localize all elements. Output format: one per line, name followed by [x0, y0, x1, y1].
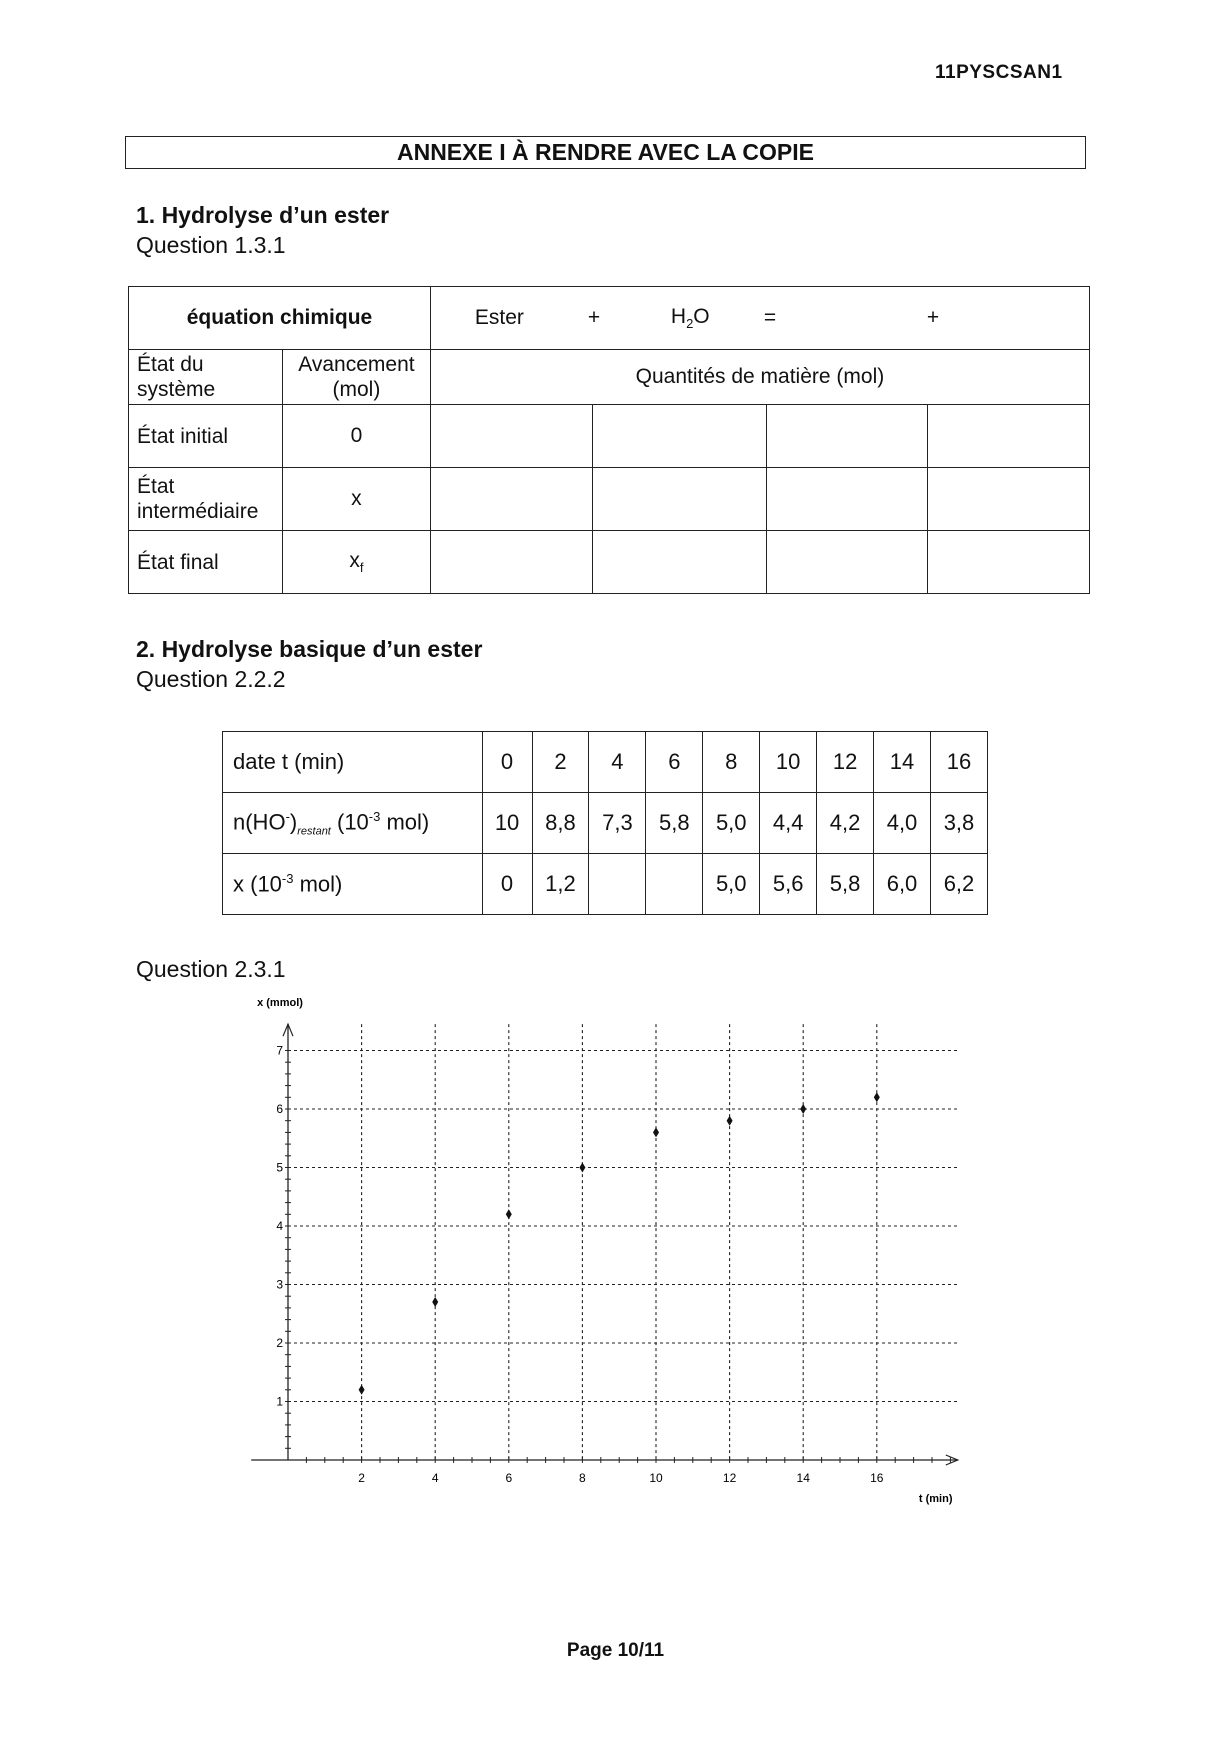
hydroxide-label-c: (10: [330, 808, 369, 834]
x-axis-label: t (min): [918, 1493, 953, 1505]
equation-water: [671, 305, 710, 331]
hydroxide-row: [223, 793, 988, 854]
quantity-cell[interactable]: [928, 531, 1090, 594]
y-axis-label: x (mmol): [257, 997, 303, 1009]
section1-title: 1. Hydrolyse d’un ester: [136, 202, 390, 228]
section2-question2: Question 2.3.1: [136, 956, 286, 982]
hydroxide-cell: 4,2: [817, 793, 874, 854]
x-tick-label: 16: [870, 1471, 884, 1485]
col-advance-header: Avancement (mol): [282, 350, 430, 405]
quantity-cell[interactable]: [767, 405, 928, 468]
quantity-cell[interactable]: [767, 531, 928, 594]
advance-row: [223, 854, 988, 915]
scatter-chart: [240, 990, 970, 1510]
annex-title-text: ANNEXE I À RENDRE AVEC LA COPIE: [396, 139, 815, 165]
data-point: [506, 1209, 512, 1219]
row-state: État intermédiaire: [129, 468, 283, 531]
advance-cell: 5,8: [817, 854, 874, 915]
hydroxide-cell: 5,0: [703, 793, 760, 854]
x-tick-label: 14: [796, 1471, 810, 1485]
time-row: [223, 732, 988, 793]
x-tick-label: 6: [505, 1471, 513, 1485]
data-point: [579, 1163, 585, 1173]
advance-label-a: x (10: [233, 871, 282, 897]
section2-question: Question 2.2.2: [136, 666, 286, 692]
hydroxide-label-b: ): [289, 808, 298, 834]
hydroxide-cell: 3,8: [930, 793, 987, 854]
x-tick-label: 12: [722, 1471, 737, 1485]
equation-row: [129, 287, 1090, 350]
time-cell: 6: [646, 732, 703, 793]
y-tick-label: 5: [276, 1160, 283, 1175]
advance-sub: f: [359, 560, 364, 576]
header-row: [129, 350, 1090, 405]
quantity-cell[interactable]: [592, 531, 767, 594]
x-tick-label: 2: [358, 1471, 365, 1485]
time-cell: 14: [874, 732, 931, 793]
table-row: [129, 468, 1090, 531]
time-cell: 0: [482, 732, 532, 793]
document-code: 11PYSCSAN1: [935, 62, 1063, 83]
hydroxide-label-sub: restant: [297, 825, 331, 838]
x-tick-label: 4: [431, 1471, 439, 1485]
hydroxide-cell: 8,8: [532, 793, 589, 854]
advance-label-sup: -3: [281, 870, 294, 886]
y-tick-label: 1: [276, 1394, 283, 1409]
time-label: date t (min): [223, 732, 483, 793]
y-tick-label: 4: [276, 1219, 283, 1233]
table-row: [129, 405, 1090, 468]
time-cell: 2: [532, 732, 589, 793]
hydroxide-label: [223, 793, 483, 854]
page-number: Page 10/11: [566, 1640, 665, 1661]
table-row: [129, 531, 1090, 594]
equation-equals: =: [763, 306, 777, 329]
time-cell: 16: [930, 732, 987, 793]
row-advance: 0: [282, 405, 430, 468]
water-o: O: [693, 304, 710, 328]
x-tick-label: 10: [649, 1471, 663, 1485]
x-tick-label: 8: [579, 1471, 586, 1485]
hydroxide-cell: 4,0: [874, 793, 931, 854]
advance-x: x: [349, 548, 360, 572]
quantity-cell[interactable]: [430, 405, 592, 468]
advance-cell: 6,2: [930, 854, 987, 915]
col-quantities-header: Quantités de matière (mol): [430, 350, 1089, 405]
advance-cell[interactable]: [646, 854, 703, 915]
row-advance: [282, 531, 430, 594]
section1-question: Question 1.3.1: [136, 232, 286, 258]
water-sub: 2: [686, 316, 694, 332]
data-point: [432, 1297, 438, 1307]
equation-label: équation chimique: [129, 287, 431, 350]
equation-ester: Ester: [474, 306, 524, 329]
time-cell: 4: [589, 732, 646, 793]
advance-cell: 0: [482, 854, 532, 915]
data-point: [800, 1104, 806, 1114]
advance-cell: 5,0: [703, 854, 760, 915]
water-h: H: [670, 304, 687, 328]
quantity-cell[interactable]: [430, 531, 592, 594]
row-state: État initial: [129, 405, 283, 468]
quantity-cell[interactable]: [767, 468, 928, 531]
equation-cell: [430, 287, 1089, 350]
advance-cell: 5,6: [760, 854, 817, 915]
data-point: [727, 1116, 733, 1126]
quantity-cell[interactable]: [592, 468, 767, 531]
time-cell: 12: [817, 732, 874, 793]
data-point: [359, 1385, 365, 1395]
hydroxide-cell: 10: [482, 793, 532, 854]
time-cell: 10: [760, 732, 817, 793]
row-state: État final: [129, 531, 283, 594]
quantity-cell[interactable]: [928, 468, 1090, 531]
quantity-cell[interactable]: [592, 405, 767, 468]
equation-plus-2: +: [926, 306, 940, 329]
hydroxide-label-sup2: -3: [368, 808, 381, 824]
data-point: [653, 1127, 659, 1137]
advance-label-b: mol): [293, 871, 343, 897]
quantity-cell[interactable]: [928, 405, 1090, 468]
y-tick-label: 2: [276, 1336, 283, 1350]
hydroxide-label-a: n(HO: [233, 808, 286, 834]
hydroxide-cell: 5,8: [646, 793, 703, 854]
y-tick-label: 3: [276, 1277, 283, 1292]
row-advance: x: [282, 468, 430, 531]
hydroxide-label-d: mol): [380, 808, 430, 834]
y-tick-label: 7: [276, 1043, 283, 1058]
section2-title: 2. Hydrolyse basique d’un ester: [136, 636, 483, 662]
advance-label: [223, 854, 483, 915]
col-state-header: État du système: [129, 350, 283, 405]
time-cell: 8: [703, 732, 760, 793]
advance-cell: 1,2: [532, 854, 589, 915]
quantity-cell[interactable]: [430, 468, 592, 531]
y-tick-label: 6: [276, 1102, 283, 1116]
kinetics-table: [222, 731, 988, 915]
advance-cell: 6,0: [874, 854, 931, 915]
hydroxide-label-sup: -: [285, 808, 290, 824]
annex-title: [125, 136, 1086, 169]
equation-plus-1: +: [587, 306, 601, 329]
advancement-table: [128, 286, 1090, 594]
hydroxide-cell: 4,4: [760, 793, 817, 854]
data-point: [874, 1092, 880, 1102]
advance-cell[interactable]: [589, 854, 646, 915]
hydroxide-cell: 7,3: [589, 793, 646, 854]
